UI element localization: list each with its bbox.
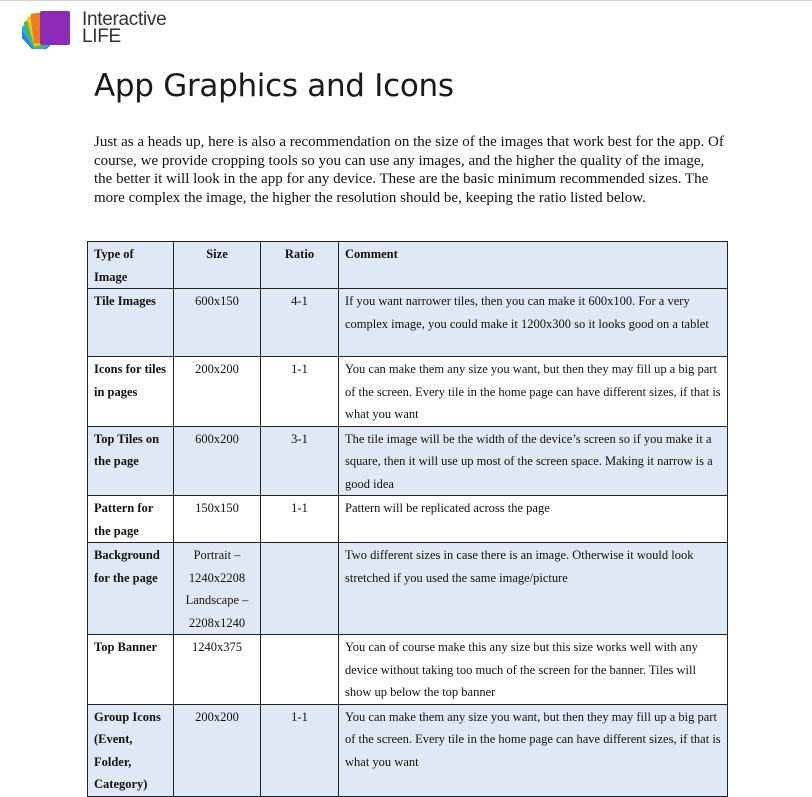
cell-comment: Pattern will be replicated across the page xyxy=(339,496,728,543)
cell-ratio xyxy=(261,543,339,635)
logo-text xyxy=(82,11,166,45)
cell-size: Portrait – 1240x2208 Landscape – 2208x1240 xyxy=(174,543,261,635)
logo-line-2: LIFE xyxy=(82,26,121,47)
table-row xyxy=(88,496,728,543)
logo xyxy=(22,3,182,51)
intro-paragraph: Just as a heads up, here is also a recommendation on the size of the images that work best for the app. Of course, we provide cropping tools so you can use any images, and the higher the quality of the image, the better it will look in the app for any device. These are the basic minimum recommended sizes. The more complex the image, the higher the resolution should be, keeping the ratio listed below. xyxy=(94,134,724,206)
cell-type: Icons for tiles in pages xyxy=(88,357,174,427)
header-type: Type of Image xyxy=(88,242,174,289)
logo-line-1: Interactive xyxy=(82,9,167,30)
cell-comment: Two different sizes in case there is an image. Otherwise it would look stretched if you used the same image/picture xyxy=(339,543,728,635)
cell-ratio: 1-1 xyxy=(261,704,339,796)
cell-ratio xyxy=(261,635,339,705)
top-divider xyxy=(0,0,812,1)
page-title: App Graphics and Icons xyxy=(94,68,454,104)
cell-type: Group Icons (Event, Folder, Category) xyxy=(88,704,174,796)
cell-size: 600x200 xyxy=(174,426,261,496)
table-row xyxy=(88,426,728,496)
cell-type: Top Tiles on the page xyxy=(88,426,174,496)
cell-comment: You can make them any size you want, but then they may fill up a big part of the screen. Every tile in the home page can have different sizes, if that is what you want xyxy=(339,704,728,796)
cell-ratio: 4-1 xyxy=(261,289,339,357)
cell-ratio: 1-1 xyxy=(261,496,339,543)
logo-icon xyxy=(22,3,78,49)
cell-type: Tile Images xyxy=(88,289,174,357)
cell-comment: If you want narrower tiles, then you can make it 600x100. For a very complex image, you could make it 1200x300 so it looks good on a tablet xyxy=(339,289,728,357)
cell-comment: The tile image will be the width of the device’s screen so if you make it a square, then it will use up most of the screen space. Making it narrow is a good idea xyxy=(339,426,728,496)
cell-size: 600x150 xyxy=(174,289,261,357)
table-row xyxy=(88,635,728,705)
cell-ratio: 3-1 xyxy=(261,426,339,496)
table-row xyxy=(88,704,728,796)
table-header-row xyxy=(88,242,728,289)
cell-type: Pattern for the page xyxy=(88,496,174,543)
table-row xyxy=(88,289,728,357)
header-size: Size xyxy=(174,242,261,289)
cell-size: 1240x375 xyxy=(174,635,261,705)
cell-size: 150x150 xyxy=(174,496,261,543)
header-ratio: Ratio xyxy=(261,242,339,289)
cell-type: Top Banner xyxy=(88,635,174,705)
cell-type: Background for the page xyxy=(88,543,174,635)
cell-comment: You can of course make this any size but this size works well with any device without taking too much of the screen for the banner. Tiles will show up below the top banner xyxy=(339,635,728,705)
header-comment: Comment xyxy=(339,242,728,289)
image-size-table xyxy=(87,241,728,797)
cell-size: 200x200 xyxy=(174,357,261,427)
table-row xyxy=(88,543,728,635)
cell-ratio: 1-1 xyxy=(261,357,339,427)
cell-comment: You can make them any size you want, but then they may fill up a big part of the screen. Every tile in the home page can have different sizes, if that is what you want xyxy=(339,357,728,427)
logo-swatch-6 xyxy=(40,11,70,45)
cell-size: 200x200 xyxy=(174,704,261,796)
table-row xyxy=(88,357,728,427)
